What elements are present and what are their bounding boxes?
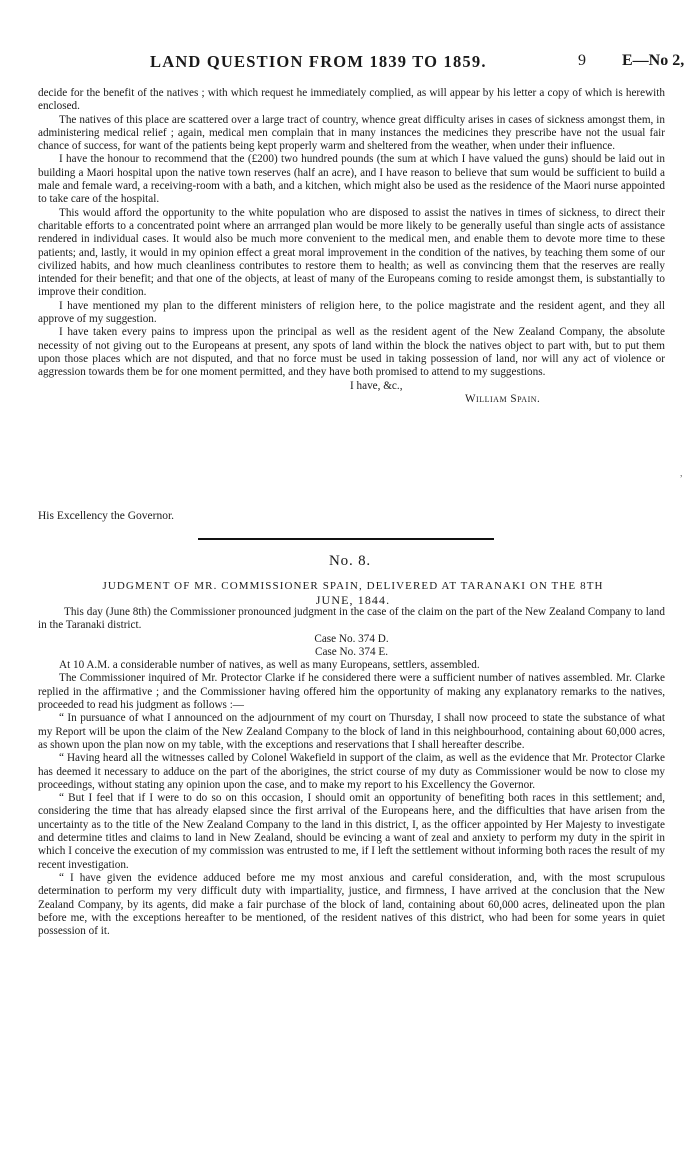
judgment-paragraph: “ But I feel that if I were to do so on this occasion, I should omit an opportunity of benefiting both races in this settlement; and, considering the time that has already elapsed since the first arrival of the Europeans here, and the difficulties that have arisen from the uncertainty as to the title of the New Zealand Company to the land in this district, I, as the officer appointed by Her Majesty to investigate and determine titles and claims to land in New Zealand, should be evincing a want of zeal and anxiety to perform my duty in the spirit in which I conceive the execution of my commission was entrusted to me, if I left the settlement without informing both races the result of my recent investigation. [38,792,665,871]
letter-paragraph: I have mentioned my plan to the different ministers of religion here, to the police magistrate and the resident agent, and they all approve of my suggestion. [38,299,665,326]
judgment-paragraph: At 10 A.M. a considerable number of natives, as well as many Europeans, settlers, assembled. [59,659,480,672]
letter-paragraph: I have taken every pains to impress upon the principal as well as the resident agent of the New Zealand Company, the absolute necessity of not giving out to the Europeans at present, any spots of land within the block the natives object to part with, but to put them upon those places which are not disputed, and that no force must be used in taking possession of land, nor will any act of violence or aggression towards them be for one moment permitted, and they have both promised to attend to my suggestions. [38,326,665,379]
page-number: 9 [578,52,586,69]
signature: William Spain. [465,392,541,405]
heading-line: JUDGMENT OF MR. COMMISSIONER SPAIN, DELIVERED AT TARANAKI ON THE 8TH [102,580,604,592]
letter-signoff [38,380,665,407]
section-heading [58,580,648,608]
judgment-body [38,606,665,938]
letter-paragraph: This would afford the opportunity to the white population who are disposed to assist the natives in times of sickness, to direct their charitable efforts to a concentrated point where an arrranged plan would be more likely to be generally useful than single acts of assistance rendered in individual cases. It would also be much more convenient to the medical men, and enable them to devote more time to these patients; and, lastly, it would in my opinion effect a great moral improvement in the condition of the natives, by teaching them some of our civilized habits, and how much cleanliness contributes to restore them to health; as well as convincing them that the reserves are really intended for their benefit; and that one of the objects, at least of many of the Europeans coming to reside amongst them, is substantially to improve their condition. [38,206,665,299]
judgment-paragraph: The Commissioner inquired of Mr. Protector Clarke if he considered there were a sufficient number of natives assembled. Mr. Clarke replied in the affirmative ; and the Commissioner having offered him the opportunity of making any explanatory remarks to the natives, proceeded to read his judgment as follows :— [38,672,665,712]
margin-mark: , [680,468,683,479]
section-number: No. 8. [329,553,371,569]
letter-paragraph: I have the honour to recommend that the (£200) two hundred pounds (the sum at which I have valued the guns) should be laid out in building a Maori hospital upon the native town reserves (half an acre), and I have reason to believe that sum would be sufficient to build a male and female ward, a receiving-room with a bath, and a kitchen, which might also be used as the residence of the Maori nurse appointed to take care of the hospital. [38,153,665,206]
case-number: Case No. 374 D. [314,632,389,645]
addressee: His Excellency the Governor. [38,510,175,522]
judgment-intro: This day (June 8th) the Commissioner pronounced judgment in the case of the claim on the part of the New Zealand Company to land in the Taranaki district. [38,606,665,632]
judgment-paragraph: “ Having heard all the witnesses called by Colonel Wakefield in support of the claim, as well as the evidence that Mr. Protector Clarke has deemed it necessary to adduce on the part of the aborigines, the strict course of my duty as Commissioner would be now to close my proceedings, without stating any opinion upon the case, and to make my report to his Excellency the Governor. [38,752,665,791]
letter-paragraph: decide for the benefit of the natives ; with which request he immediately complied, as will appear by his letter a copy of which is herewith enclosed. [38,87,665,113]
section-divider [198,538,494,540]
judgment-paragraph: “ In pursuance of what I announced on the adjournment of my court on Thursday, I shall now proceed to state the substance of what my Report will be upon the claim of the New Zealand Company to the block of land in this neighbourhood, containing about 60,000 acres, as shown upon the plan now on my table, with the exceptions and reservations that I shall hereafter describe. [38,712,665,751]
document-reference: E—No 2, [622,52,685,69]
closing: I have, &c., [350,379,403,392]
heading-date: JUNE, 1844. [315,592,391,607]
letter-body [38,87,665,406]
running-title: LAND QUESTION FROM 1839 TO 1859. [150,52,487,71]
judgment-paragraph: “ I have given the evidence adduced before me my most anxious and careful consideration, and, with the most scrupulous determination to perform my very difficult duty with impartiality, justice, and firmness, I have arrived at the conclusion that the New Zealand Company, by its agents, did make a fair purchase of the block of land, containing about 60,000 acres, delineated upon the plan before me, with the exceptions hereafter to be mentioned, of the resident natives of this district, who had been for some years in quiet possession of it. [38,871,665,938]
page-header [0,52,700,76]
case-number: Case No. 374 E. [314,645,389,658]
letter-paragraph: The natives of this place are scattered over a large tract of country, whence great difficulty arises in cases of sickness amongst them, in administering medical relief ; again, medical men complain that in many instances the medicines they prescribe have not the usual fair chance of success, for want of the patients being kept properly warm and sheltered from the weather, when under their influence. [38,113,665,153]
